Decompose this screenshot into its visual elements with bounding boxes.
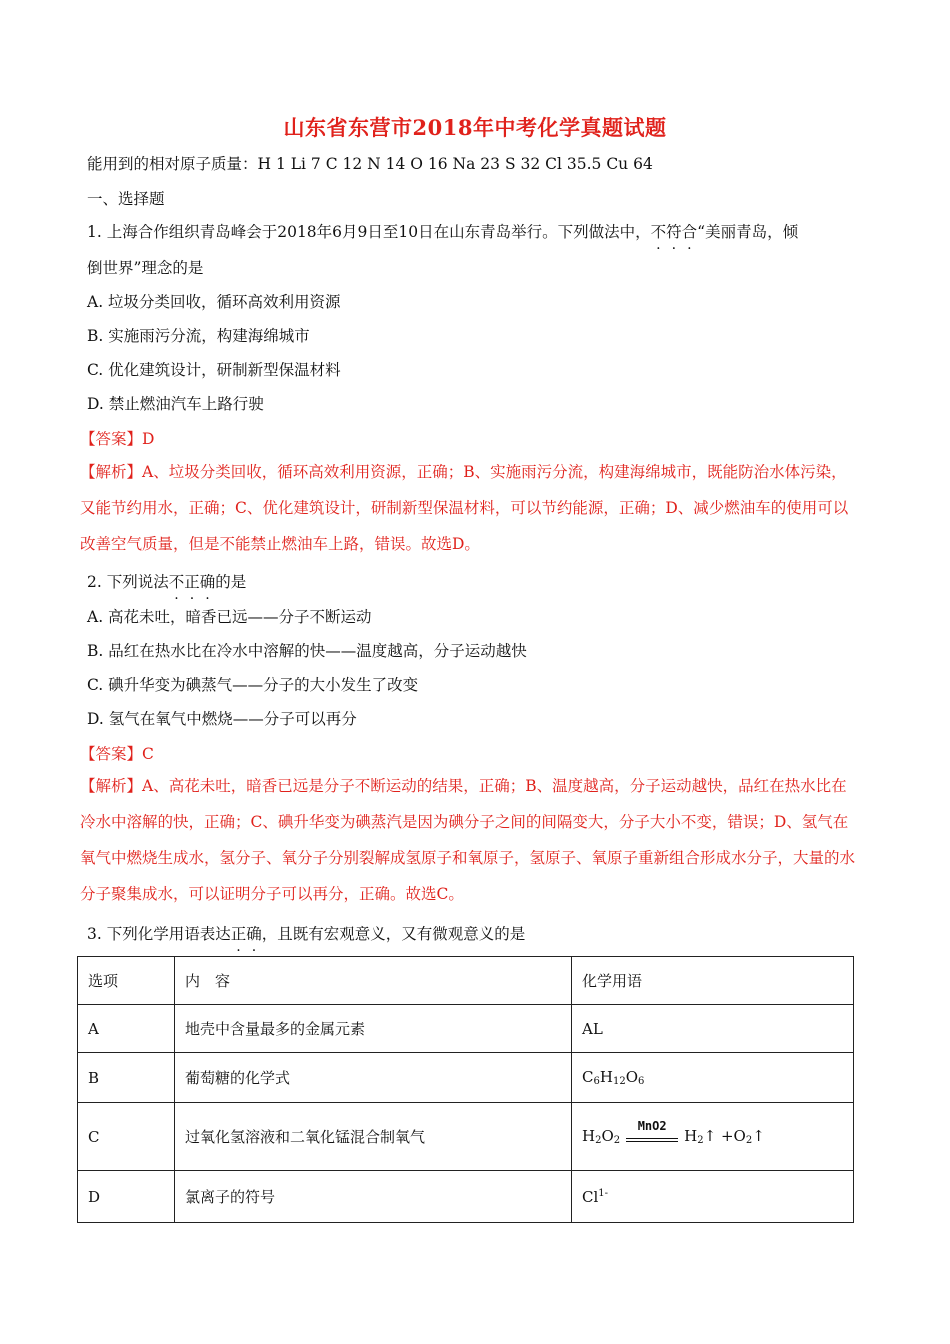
table-cell-content: 过氧化氢溶液和二氧化锰混合制氧气 bbox=[175, 1103, 572, 1171]
q2-analysis: 【解析】A、高花未吐，暗香已远是分子不断运动的结果，正确；B、温度越高，分子运动越快，品红在热水比在冷水中溶解的快，正确；C、碘升华变为碘蒸汽是因为碘分子之间的间隔变大，分子大小不变，错误；D、氢气在氧气中燃烧生成水，氢分子、氧分子分别裂解成氢原子和氧原子，氢原子、氧原子重新组合形成水分子，大量的水分子聚集成水，可以证明分子可以再分，正确。故选C。 bbox=[80, 777, 856, 903]
table-cell-content: 氯离子的符号 bbox=[175, 1171, 572, 1223]
analysis-tag: 【解析】 bbox=[80, 777, 143, 795]
catalyst-label: MnO2 bbox=[637, 1118, 667, 1133]
table-cell-content: 地壳中含量最多的金属元素 bbox=[175, 1005, 572, 1053]
emphasis-char: 符 bbox=[666, 223, 682, 241]
q2-option-c: C. 碘升华变为碘蒸气——分子的大小发生了改变 bbox=[87, 676, 419, 694]
atomic-masses: 能用到的相对原子质量：H 1 Li 7 C 12 N 14 O 16 Na 23 S 32 Cl 35.5 Cu 64 bbox=[87, 155, 653, 173]
q1-option-d: D. 禁止燃油汽车上路行驶 bbox=[87, 395, 264, 413]
table-header-row bbox=[78, 957, 854, 1005]
chemical-equation: $H_2O_2$ MnO2 $H_2↑$ $+O_2↑$ bbox=[582, 1122, 765, 1152]
q1-option-c: C. 优化建筑设计，研制新型保温材料 bbox=[87, 361, 341, 379]
table-cell-option: D bbox=[78, 1171, 175, 1223]
q2-option-b: B. 品红在热水比在冷水中溶解的快——温度越高，分子运动越快 bbox=[87, 642, 527, 660]
table-row bbox=[78, 1171, 854, 1223]
table-cell-formula bbox=[572, 1103, 854, 1171]
table-cell-content: 葡萄糖的化学式 bbox=[175, 1053, 572, 1103]
table-header: 化学用语 bbox=[572, 957, 854, 1005]
emphasis-char: 合 bbox=[681, 223, 698, 241]
emphasis-char: 确 bbox=[199, 573, 216, 591]
q1-option-b: B. 实施雨污分流，构建海绵城市 bbox=[87, 327, 310, 345]
q2-option-a: A. 高花未吐，暗香已远——分子不断运动 bbox=[87, 608, 372, 626]
q2-option-d: D. 氢气在氧气中燃烧——分子可以再分 bbox=[87, 710, 357, 728]
section-heading: 一、选择题 bbox=[87, 190, 165, 208]
equals-bar bbox=[626, 1141, 678, 1142]
emphasis-char: 确 bbox=[246, 925, 262, 943]
table-cell-option: A bbox=[78, 1005, 175, 1053]
reaction-condition bbox=[626, 1118, 678, 1152]
q1-stem: 1. 上海合作组织青岛峰会于2018年6月9日至10日在山东青岛举行。下列做法中，不符合“美丽青岛，倾 bbox=[87, 223, 799, 241]
options-table bbox=[77, 956, 854, 1223]
q2-answer: 【答案】C bbox=[80, 745, 154, 763]
q2-stem: 2. 下列说法不正确的是 bbox=[87, 573, 247, 591]
q1-answer: 【答案】D bbox=[80, 430, 155, 448]
table-row bbox=[78, 1005, 854, 1053]
equals-bar bbox=[626, 1138, 678, 1139]
table-cell-option: C bbox=[78, 1103, 175, 1171]
q3-stem: 3. 下列化学用语表达正确，且既有宏观意义，又有微观意义的是 bbox=[87, 925, 526, 943]
q1-analysis: 【解析】A、垃圾分类回收，循环高效利用资源，正确；B、实施雨污分流，构建海绵城市，既能防治水体污染，又能节约用水，正确；C、优化建筑设计，研制新型保温材料，可以节约能源，正确；D、减少燃油车的使用可以改善空气质量，但是不能禁止燃油车上路，错误。故选D。 bbox=[80, 463, 849, 553]
table-header: 内 容 bbox=[175, 957, 572, 1005]
q1-stem-cont: 倒世界”理念的是 bbox=[87, 259, 204, 277]
emphasis-char: 正 bbox=[184, 573, 200, 591]
analysis-tag: 【解析】 bbox=[80, 463, 143, 481]
table-cell-formula: AL bbox=[572, 1005, 854, 1053]
emphasis-char: 正 bbox=[230, 925, 247, 943]
table-cell-option: B bbox=[78, 1053, 175, 1103]
table-header: 选项 bbox=[78, 957, 175, 1005]
q1-option-a: A. 垃圾分类回收，循环高效利用资源 bbox=[87, 293, 341, 311]
emphasis-char: 不 bbox=[650, 223, 667, 241]
table-cell-formula: $Cl^{1-}$ bbox=[572, 1171, 854, 1223]
table-row bbox=[78, 1103, 854, 1171]
page-title: 山东省东营市2018年中考化学真题试题 bbox=[283, 115, 667, 140]
emphasis-char: 不 bbox=[168, 573, 185, 591]
table-row bbox=[78, 1053, 854, 1103]
table-cell-formula: $C_6H_{12}O_6$ bbox=[572, 1053, 854, 1103]
